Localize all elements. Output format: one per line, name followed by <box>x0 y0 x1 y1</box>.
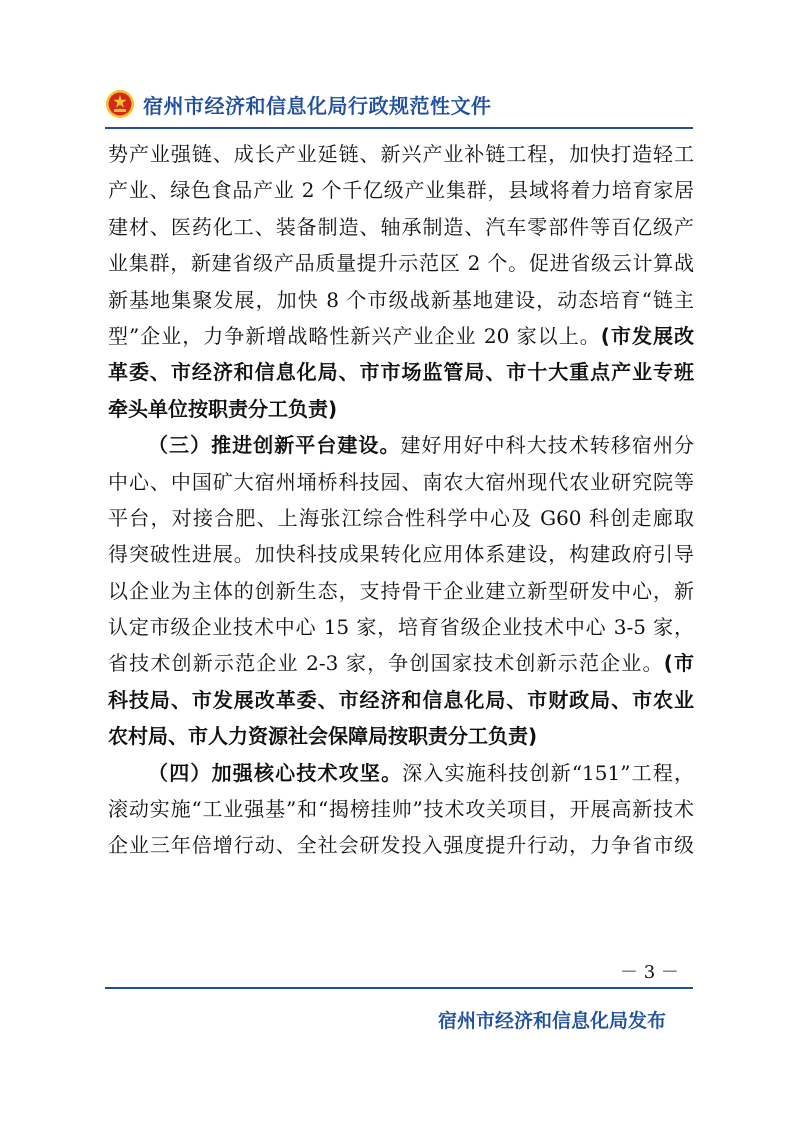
text-line <box>108 827 694 863</box>
text-line <box>108 172 694 208</box>
text-run: 滚动实施“工业强基”和“揭榜挂帅”技术攻关项目，开展高新技术 <box>108 797 694 822</box>
text-run: 得突破性进展。加快科技成果转化应用体系建设，构建政府引导 <box>108 542 694 567</box>
header-divider <box>105 127 693 129</box>
text-run: 中心、中国矿大宿州埇桥科技园、南农大宿州现代农业研究院等 <box>108 469 694 494</box>
bold-text-run: (市 <box>663 651 694 676</box>
bold-text-run: 牵头单位按职责分工负责) <box>108 396 338 421</box>
text-line <box>108 136 694 172</box>
header-title: 宿州市经济和信息化局行政规范性文件 <box>143 93 492 118</box>
text-run: 产业、绿色食品产业 2 个千亿级产业集群，县域将着力培育家居 <box>108 178 694 203</box>
text-line <box>108 245 694 281</box>
bold-text-run: （三）推进创新平台建设。 <box>148 433 401 458</box>
text-run: 型”企业，力争新增战略性新兴产业企业 20 家以上。 <box>108 323 601 348</box>
footer-publisher: 宿州市经济和信息化局发布 <box>438 1010 667 1032</box>
text-line <box>108 427 694 463</box>
text-run: 以企业为主体的创新生态，支持骨干企业建立新型研发中心，新 <box>108 578 694 603</box>
text-run: 深入实施科技创新“151”工程， <box>402 760 694 785</box>
text-line <box>108 536 694 572</box>
text-line <box>108 573 694 609</box>
text-run: 建好用好中科大技术转移宿州分 <box>400 433 694 458</box>
document-header <box>105 84 492 124</box>
bold-text-run: 革委、市经济和信息化局、市市场监管局、市十大重点产业专班 <box>108 360 694 385</box>
text-line <box>108 755 694 791</box>
text-line <box>108 354 694 390</box>
bold-text-run: 科技局、市发展改革委、市经济和信息化局、市财政局、市农业 <box>108 687 694 712</box>
text-line <box>108 791 694 827</box>
page-number: － 3 － <box>620 962 679 983</box>
text-line <box>108 391 694 427</box>
text-run: 新基地集聚发展，加快 8 个市级战新基地建设，动态培育“链主 <box>108 287 694 312</box>
text-run: 建材、医药化工、装备制造、轴承制造、汽车零部件等百亿级产 <box>108 214 694 239</box>
text-line <box>108 500 694 536</box>
text-run: 省技术创新示范企业 2-3 家，争创国家技术创新示范企业。 <box>108 651 664 676</box>
text-line <box>108 318 694 354</box>
national-emblem-icon <box>105 89 135 119</box>
text-run: 业集群，新建省级产品质量提升示范区 2 个。促进省级云计算战 <box>108 251 694 276</box>
text-line <box>108 718 694 754</box>
bold-text-run: 农村局、市人力资源社会保障局按职责分工负责) <box>108 724 538 749</box>
text-line <box>108 645 694 681</box>
footer-divider <box>105 987 693 989</box>
body-text <box>108 136 694 864</box>
text-line <box>108 464 694 500</box>
text-run: 企业三年倍增行动、全社会研发投入强度提升行动，力争省市级 <box>108 833 694 858</box>
text-run: 势产业强链、成长产业延链、新兴产业补链工程，加快打造轻工 <box>108 142 694 166</box>
bold-text-run: (市发展改 <box>600 323 694 348</box>
text-line <box>108 209 694 245</box>
text-line <box>108 609 694 645</box>
text-line <box>108 682 694 718</box>
text-line <box>108 282 694 318</box>
text-run: 认定市级企业技术中心 15 家，培育省级企业技术中心 3-5 家， <box>108 615 694 640</box>
bold-text-run: （四）加强核心技术攻坚。 <box>148 760 403 785</box>
text-run: 平台，对接合肥、上海张江综合性科学中心及 G60 科创走廊取 <box>108 505 694 530</box>
